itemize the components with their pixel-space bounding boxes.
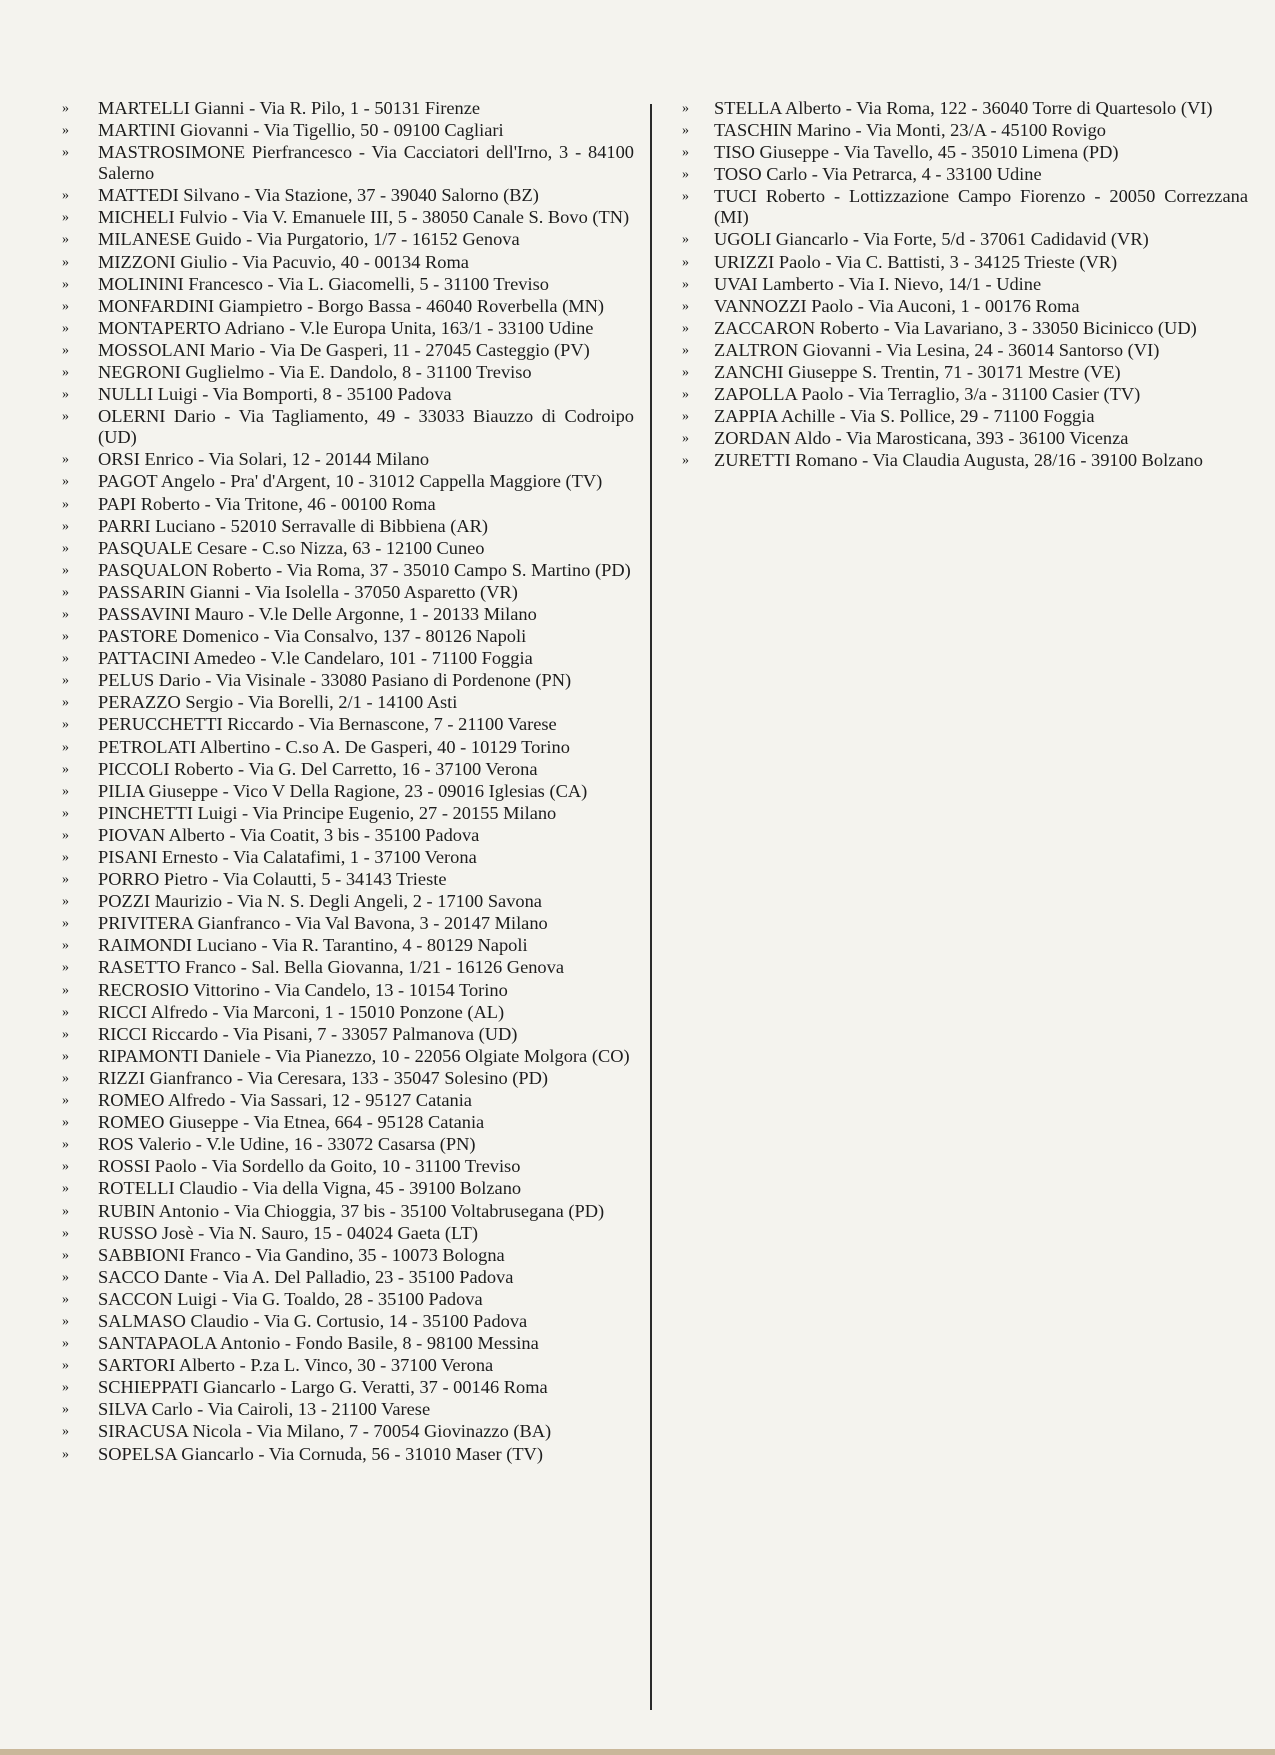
list-item: [62, 538, 634, 559]
address-entry-text: PARRI Luciano - 52010 Serravalle di Bibbiena (AR): [98, 515, 489, 536]
address-entry-text: PIOVAN Alberto - Via Coatit, 3 bis - 35100 Padova: [98, 824, 480, 845]
address-entry-text: ROS Valerio - V.le Udine, 16 - 33072 Casarsa (PN): [98, 1134, 476, 1155]
bullet-mark: »: [682, 320, 689, 336]
bullet-mark: »: [62, 540, 69, 556]
list-item: [62, 1201, 634, 1222]
bullet-mark: »: [62, 850, 69, 865]
address-entry-text: PASQUALE Cesare - C.so Nizza, 63 - 12100 Cuneo: [98, 537, 485, 558]
bullet-mark: »: [682, 101, 689, 116]
list-item: [62, 142, 634, 184]
list-item: [62, 1223, 634, 1244]
address-entry-text: PORRO Pietro - Via Colautti, 5 - 34143 Trieste: [98, 869, 447, 890]
bullet-mark: »: [62, 1247, 69, 1263]
list-item: [62, 229, 634, 250]
list-item: [62, 1245, 634, 1266]
address-entry-text: ORSI Enrico - Via Solari, 12 - 20144 Milano: [98, 449, 430, 470]
bullet-mark: »: [62, 1313, 69, 1329]
address-entry-text: RUSSO Josè - Via N. Sauro, 15 - 04024 Gaeta (LT): [98, 1222, 478, 1243]
address-entry-text: ROTELLI Claudio - Via della Vigna, 45 - 39100 Bolzano: [98, 1178, 522, 1199]
bullet-mark: »: [682, 276, 689, 292]
address-entry-text: POZZI Maurizio - Via N. S. Degli Angeli, 2 - 17100 Savona: [98, 891, 542, 912]
bullet-mark: »: [682, 145, 689, 161]
bullet-mark: »: [62, 606, 69, 622]
address-entry-text: NEGRONI Guglielmo - Via E. Dandolo, 8 - 31100 Treviso: [98, 362, 532, 383]
list-item: [62, 362, 634, 383]
list-item: [62, 1311, 634, 1332]
list-item: [62, 1333, 634, 1354]
list-item: [62, 847, 634, 868]
address-entry-text: MILANESE Guido - Via Purgatorio, 1/7 - 16152 Genova: [98, 229, 520, 250]
bullet-mark: »: [62, 1203, 69, 1219]
list-item: [62, 980, 634, 1001]
address-entry-text: MIZZONI Giulio - Via Pacuvio, 40 - 00134 Roma: [98, 251, 469, 272]
bullet-mark: »: [62, 1026, 69, 1042]
list-item: [62, 869, 634, 890]
address-entry-text: PILIA Giuseppe - Vico V Della Ragione, 23 - 09016 Iglesias (CA): [98, 780, 588, 801]
address-entry-text: PASSAVINI Mauro - V.le Delle Argonne, 1 - 20133 Milano: [98, 603, 537, 624]
bullet-mark: »: [62, 827, 69, 843]
bullet-mark: »: [62, 739, 69, 755]
bullet-mark: »: [682, 123, 689, 139]
bullet-mark: »: [682, 167, 689, 183]
bullet-mark: »: [62, 1070, 69, 1086]
list-item: [682, 252, 1248, 273]
bullet-mark: »: [62, 1093, 69, 1109]
bullet-mark: »: [62, 916, 69, 932]
address-entry-text: SACCON Luigi - Via G. Toaldo, 28 - 35100 Padova: [98, 1288, 483, 1309]
list-item: [62, 471, 634, 492]
list-item: [62, 494, 634, 515]
list-item: [62, 759, 634, 780]
bullet-mark: »: [682, 365, 689, 381]
bullet-mark: »: [62, 452, 69, 468]
address-entry-text: ZAPPIA Achille - Via S. Pollice, 29 - 71100 Foggia: [714, 406, 1095, 427]
bullet-mark: »: [62, 584, 69, 600]
bullet-mark: »: [62, 1358, 69, 1374]
list-item: [62, 670, 634, 691]
list-item: [62, 120, 634, 141]
bullet-mark: »: [62, 1048, 69, 1064]
list-item: [62, 692, 634, 713]
bullet-mark: »: [682, 298, 689, 314]
list-item: [682, 186, 1248, 228]
list-item: [62, 957, 634, 978]
list-item: [682, 428, 1248, 449]
address-entry-text: ROMEO Alfredo - Via Sassari, 12 - 95127 Catania: [98, 1090, 472, 1111]
bullet-mark: »: [62, 232, 69, 248]
bullet-mark: »: [62, 695, 69, 711]
list-item: [62, 1002, 634, 1023]
list-item: [62, 296, 634, 317]
bullet-mark: »: [62, 805, 69, 821]
address-entry-text: MARTELLI Gianni - Via R. Pilo, 1 - 50131 Firenze: [98, 98, 481, 118]
bullet-mark: »: [62, 938, 69, 954]
list-item: [62, 1090, 634, 1111]
right-column: [682, 98, 1248, 473]
list-item: [62, 318, 634, 339]
list-item: [682, 164, 1248, 185]
page-bottom-edge: [0, 1749, 1275, 1755]
address-entry-text: ZACCARON Roberto - Via Lavariano, 3 - 33050 Bicinicco (UD): [714, 317, 1197, 338]
bullet-mark: »: [682, 453, 689, 469]
address-entry-text: MARTINI Giovanni - Via Tigellio, 50 - 09100 Cagliari: [98, 120, 504, 141]
bullet-mark: »: [62, 717, 69, 733]
address-entry-text: MATTEDI Silvano - Via Stazione, 37 - 39040 Salorno (BZ): [98, 185, 539, 206]
list-item: [62, 582, 634, 603]
bullet-mark: »: [62, 1159, 69, 1175]
address-entry-text: SABBIONI Franco - Via Gandino, 35 - 10073 Bologna: [98, 1244, 505, 1265]
list-item: [62, 626, 634, 647]
list-item: [62, 1134, 634, 1155]
list-item: [62, 1178, 634, 1199]
bullet-mark: »: [62, 982, 69, 998]
list-item: [62, 340, 634, 361]
list-item: [682, 274, 1248, 295]
list-item: [682, 296, 1248, 317]
bullet-mark: »: [62, 1137, 69, 1153]
list-item: [682, 362, 1248, 383]
address-entry-text: ZURETTI Romano - Via Claudia Augusta, 28/16 - 39100 Bolzano: [714, 450, 1203, 471]
bullet-mark: »: [62, 1269, 69, 1285]
list-item: [62, 803, 634, 824]
list-item: [62, 1068, 634, 1089]
list-item: [62, 1355, 634, 1376]
list-item: [62, 449, 634, 470]
address-entry-text: SANTAPAOLA Antonio - Fondo Basile, 8 - 98100 Messina: [98, 1333, 539, 1354]
list-item: [62, 648, 634, 669]
bullet-mark: »: [682, 409, 689, 425]
address-entry-text: TASCHIN Marino - Via Monti, 23/A - 45100 Rovigo: [714, 120, 1106, 141]
bullet-mark: »: [682, 387, 689, 403]
bullet-mark: »: [62, 210, 69, 226]
address-entry-text: PRIVITERA Gianfranco - Via Val Bavona, 3 - 20147 Milano: [98, 913, 548, 934]
list-item: [62, 913, 634, 934]
bullet-mark: »: [62, 387, 69, 403]
address-entry-text: MONFARDINI Giampietro - Borgo Bassa - 46040 Roverbella (MN): [98, 295, 605, 316]
address-entry-text: OLERNI Dario - Via Tagliamento, 49 - 33033 Biauzzo di Codroipo (UD): [98, 406, 634, 448]
bullet-mark: »: [62, 496, 69, 512]
bullet-mark: »: [62, 783, 69, 799]
address-entry-text: MOSSOLANI Mario - Via De Gasperi, 11 - 27045 Casteggio (PV): [98, 339, 590, 360]
list-item: [62, 252, 634, 273]
address-entry-text: PAPI Roberto - Via Tritone, 46 - 00100 Roma: [98, 493, 436, 514]
list-item: [62, 1399, 634, 1420]
address-entry-text: UGOLI Giancarlo - Via Forte, 5/d - 37061 Cadidavid (VR): [714, 229, 1149, 250]
address-entry-text: PASSARIN Gianni - Via Isolella - 37050 Asparetto (VR): [98, 581, 518, 602]
address-entry-text: SACCO Dante - Via A. Del Palladio, 23 - 35100 Padova: [98, 1266, 514, 1287]
bullet-mark: »: [62, 365, 69, 381]
bullet-mark: »: [62, 1115, 69, 1131]
address-entry-text: URIZZI Paolo - Via C. Battisti, 3 - 34125 Trieste (VR): [714, 251, 1118, 272]
address-entry-text: RASETTO Franco - Sal. Bella Giovanna, 1/21 - 16126 Genova: [98, 957, 564, 978]
address-entry-text: PICCOLI Roberto - Via G. Del Carretto, 16 - 37100 Verona: [98, 758, 538, 779]
list-item: [62, 1289, 634, 1310]
bullet-mark: »: [62, 960, 69, 976]
left-column: [62, 98, 634, 1466]
list-item: [62, 1444, 634, 1465]
bullet-mark: »: [682, 254, 689, 270]
address-entry-text: TISO Giuseppe - Via Tavello, 45 - 35010 Limena (PD): [714, 142, 1119, 163]
list-item: [62, 604, 634, 625]
bullet-mark: »: [62, 342, 69, 358]
address-entry-text: SCHIEPPATI Giancarlo - Largo G. Veratti, 37 - 00146 Roma: [98, 1377, 548, 1398]
list-item: [62, 207, 634, 228]
bullet-mark: »: [62, 101, 69, 116]
address-entry-text: PATTACINI Amedeo - V.le Candelaro, 101 - 71100 Foggia: [98, 648, 533, 669]
address-entry-text: SOPELSA Giancarlo - Via Cornuda, 56 - 31010 Maser (TV): [98, 1443, 543, 1464]
bullet-mark: »: [62, 673, 69, 689]
address-entry-text: RIZZI Gianfranco - Via Ceresara, 133 - 35047 Solesino (PD): [98, 1067, 549, 1088]
address-entry-text: TUCI Roberto - Lottizzazione Campo Fiorenzo - 20050 Correzzana (MI): [714, 186, 1248, 228]
bullet-mark: »: [62, 1181, 69, 1197]
address-entry-text: PAGOT Angelo - Pra' d'Argent, 10 - 31012 Cappella Maggiore (TV): [98, 471, 603, 492]
bullet-mark: »: [62, 1004, 69, 1020]
bullet-mark: »: [682, 232, 689, 248]
list-item: [682, 384, 1248, 405]
bullet-mark: »: [682, 342, 689, 358]
list-item: [62, 825, 634, 846]
list-item: [682, 142, 1248, 163]
list-item: [62, 98, 634, 119]
address-entry-text: TOSO Carlo - Via Petrarca, 4 - 33100 Udine: [714, 164, 1042, 185]
bullet-mark: »: [62, 1424, 69, 1440]
bullet-mark: »: [62, 1291, 69, 1307]
list-item: [62, 935, 634, 956]
address-entry-text: RIPAMONTI Daniele - Via Pianezzo, 10 - 22056 Olgiate Molgora (CO): [98, 1045, 630, 1066]
list-item: [62, 714, 634, 735]
list-item: [682, 318, 1248, 339]
address-entry-text: RECROSIO Vittorino - Via Candelo, 13 - 10154 Torino: [98, 979, 508, 1000]
address-entry-text: VANNOZZI Paolo - Via Auconi, 1 - 00176 Roma: [714, 295, 1080, 316]
list-item: [62, 1421, 634, 1442]
list-item: [62, 384, 634, 405]
address-entry-text: PINCHETTI Luigi - Via Principe Eugenio, 27 - 20155 Milano: [98, 802, 557, 823]
list-item: [62, 781, 634, 802]
bullet-mark: »: [62, 872, 69, 888]
list-item: [62, 1046, 634, 1067]
list-item: [62, 1024, 634, 1045]
bullet-mark: »: [62, 518, 69, 534]
bullet-mark: »: [62, 1402, 69, 1418]
bullet-mark: »: [62, 894, 69, 910]
address-entry-text: ZORDAN Aldo - Via Marosticana, 393 - 36100 Vicenza: [714, 428, 1129, 449]
address-entry-text: RAIMONDI Luciano - Via R. Tarantino, 4 - 80129 Napoli: [98, 935, 528, 956]
address-entry-text: SILVA Carlo - Via Cairoli, 13 - 21100 Varese: [98, 1399, 431, 1420]
bullet-mark: »: [62, 409, 69, 425]
address-entry-text: PISANI Ernesto - Via Calatafimi, 1 - 37100 Verona: [98, 847, 477, 867]
address-entry-text: PASQUALON Roberto - Via Roma, 37 - 35010 Campo S. Martino (PD): [98, 559, 631, 580]
address-entry-text: ZAPOLLA Paolo - Via Terraglio, 3/a - 31100 Casier (TV): [714, 384, 1141, 405]
bullet-mark: »: [62, 1336, 69, 1352]
bullet-mark: »: [682, 189, 689, 205]
column-divider: [650, 104, 652, 1710]
address-entry-text: PETROLATI Albertino - C.so A. De Gasperi, 40 - 10129 Torino: [98, 736, 570, 757]
address-entry-text: PASTORE Domenico - Via Consalvo, 137 - 80126 Napoli: [98, 626, 527, 647]
list-item: [62, 891, 634, 912]
list-item: [62, 1156, 634, 1177]
address-entry-text: MOLININI Francesco - Via L. Giacomelli, 5 - 31100 Treviso: [98, 273, 549, 294]
address-entry-text: MASTROSIMONE Pierfrancesco - Via Cacciatori dell'Irno, 3 - 84100 Salerno: [98, 142, 634, 184]
address-entry-text: STELLA Alberto - Via Roma, 122 - 36040 Torre di Quartesolo (VI): [714, 98, 1213, 118]
address-entry-text: SIRACUSA Nicola - Via Milano, 7 - 70054 Giovinazzo (BA): [98, 1421, 552, 1442]
bullet-mark: »: [62, 761, 69, 777]
bullet-mark: »: [62, 1380, 69, 1396]
list-item: [682, 406, 1248, 427]
address-entry-text: ZALTRON Giovanni - Via Lesina, 24 - 36014 Santorso (VI): [714, 339, 1160, 360]
list-item: [62, 274, 634, 295]
bullet-mark: »: [62, 629, 69, 645]
list-item: [62, 516, 634, 537]
address-entry-text: MONTAPERTO Adriano - V.le Europa Unita, 163/1 - 33100 Udine: [98, 317, 594, 338]
list-item: [62, 560, 634, 581]
list-item: [682, 450, 1248, 471]
address-entry-text: PERUCCHETTI Riccardo - Via Bernascone, 7 - 21100 Varese: [98, 714, 557, 735]
bullet-mark: »: [62, 651, 69, 667]
bullet-mark: »: [62, 298, 69, 314]
address-entry-text: PERAZZO Sergio - Via Borelli, 2/1 - 14100 Asti: [98, 692, 458, 713]
list-item: [62, 737, 634, 758]
bullet-mark: »: [62, 1225, 69, 1241]
bullet-mark: »: [62, 320, 69, 336]
list-item: [62, 1112, 634, 1133]
list-item: [682, 340, 1248, 361]
address-entry-text: NULLI Luigi - Via Bomporti, 8 - 35100 Padova: [98, 384, 452, 405]
list-item: [62, 1377, 634, 1398]
list-item: [682, 120, 1248, 141]
list-item: [62, 406, 634, 448]
list-item: [682, 98, 1248, 119]
bullet-mark: »: [62, 562, 69, 578]
address-entry-text: MICHELI Fulvio - Via V. Emanuele III, 5 - 38050 Canale S. Bovo (TN): [98, 207, 630, 228]
address-entry-text: RICCI Riccardo - Via Pisani, 7 - 33057 Palmanova (UD): [98, 1023, 518, 1044]
bullet-mark: »: [62, 188, 69, 204]
address-entry-text: PELUS Dario - Via Visinale - 33080 Pasiano di Pordenone (PN): [98, 670, 572, 691]
bullet-mark: »: [62, 474, 69, 490]
address-entry-text: ZANCHI Giuseppe S. Trentin, 71 - 30171 Mestre (VE): [714, 362, 1121, 383]
address-entry-text: RICCI Alfredo - Via Marconi, 1 - 15010 Ponzone (AL): [98, 1001, 505, 1022]
address-entry-text: ROMEO Giuseppe - Via Etnea, 664 - 95128 Catania: [98, 1112, 485, 1133]
address-entry-text: ROSSI Paolo - Via Sordello da Goito, 10 - 31100 Treviso: [98, 1156, 521, 1177]
address-entry-text: RUBIN Antonio - Via Chioggia, 37 bis - 35100 Voltabrusegana (PD): [98, 1200, 605, 1221]
bullet-mark: »: [62, 123, 69, 139]
list-item: [62, 185, 634, 206]
address-entry-text: UVAI Lamberto - Via I. Nievo, 14/1 - Udine: [714, 273, 1042, 294]
bullet-mark: »: [682, 431, 689, 447]
address-entry-text: SALMASO Claudio - Via G. Cortusio, 14 - 35100 Padova: [98, 1310, 528, 1331]
bullet-mark: »: [62, 1446, 69, 1462]
list-item: [682, 229, 1248, 250]
address-entry-text: SARTORI Alberto - P.za L. Vinco, 30 - 37100 Verona: [98, 1355, 494, 1376]
bullet-mark: »: [62, 145, 69, 161]
bullet-mark: »: [62, 276, 69, 292]
list-item: [62, 1267, 634, 1288]
bullet-mark: »: [62, 254, 69, 270]
